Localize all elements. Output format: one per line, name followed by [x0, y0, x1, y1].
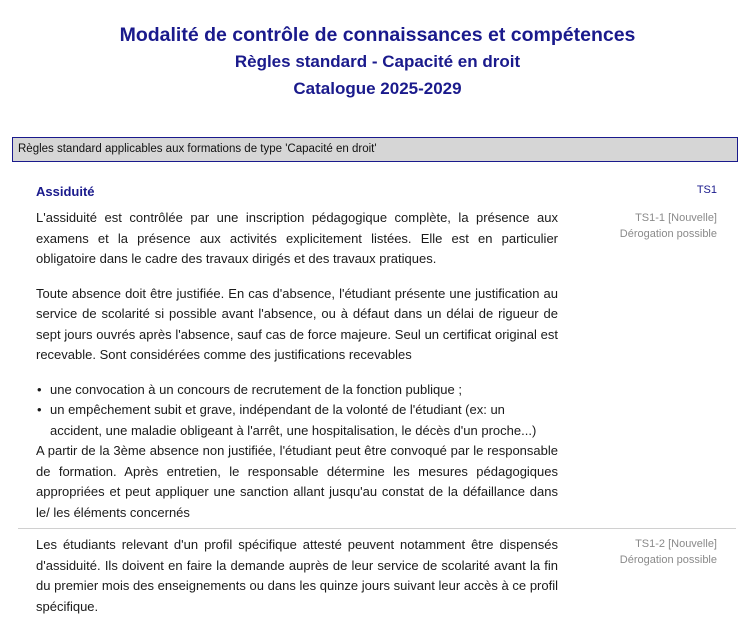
rule-body	[36, 208, 558, 523]
list-item: • une convocation à un concours de recrutement de la fonction publique ;	[37, 381, 462, 397]
rule-body	[36, 535, 558, 617]
document-title: Modalité de contrôle de connaissances et compétences	[119, 24, 636, 46]
derogation-label: Dérogation possible	[619, 228, 717, 240]
section-title: Assiduité	[36, 184, 95, 199]
rule-meta	[557, 536, 717, 568]
rule-paragraph: Toute absence doit être justifiée. En cas d'absence, l'étudiant présente une justification au service de scolarité si possible avant l'absence, ou à défaut dans un délai de rigueur de sept jours ouvrés après l'absence, sauf cas de force majeure. Seul un certificat original est recevable. Sont considérées comme des justifications recevables	[36, 285, 558, 362]
rule-id-label: TS1-1 [Nouvelle]	[635, 212, 717, 224]
rule-paragraph: Les étudiants relevant d'un profil spécifique attesté peuvent notamment être dispensés d'assiduité. Ils doivent en faire la demande auprès de leur service de scolarité avant la fin du premier mois des enseignements ou dans les quinze jours suivant leur accès à ce profil spécifique.	[36, 537, 558, 614]
rule-divider	[18, 528, 736, 529]
document-subtitle: Règles standard - Capacité en droit	[234, 52, 521, 71]
derogation-label: Dérogation possible	[619, 554, 717, 566]
section-code: TS1	[696, 184, 717, 196]
justification-list	[36, 380, 558, 442]
list-item: • un empêchement subit et grave, indépendant de la volonté de l'étudiant (ex: un accident, une maladie obligeant à l'arrêt, une hospitalisation, le décès d'un proche...)	[37, 402, 537, 438]
document-header	[0, 22, 755, 102]
catalogue-label: Catalogue 2025-2029	[293, 79, 462, 98]
rules-banner: Règles standard applicables aux formations de type 'Capacité en droit'	[12, 137, 738, 162]
rule-paragraph: L'assiduité est contrôlée par une inscription pédagogique complète, la présence aux examens et la présence aux activités explicitement listées. Elle est en particulier obligatoire dans le cadre des travaux dirigés et des travaux pratiques.	[36, 210, 558, 266]
rule-meta	[557, 210, 717, 242]
rule-paragraph: A partir de la 3ème absence non justifiée, l'étudiant peut être convoqué par le responsable de formation. Après entretien, le responsable détermine les mesures pédagogiques appropriées et peut appliquer une sanction allant jusqu'au constat de la défaillance dans le/ les éléments concernés	[36, 443, 558, 520]
rule-id-label: TS1-2 [Nouvelle]	[635, 538, 717, 550]
